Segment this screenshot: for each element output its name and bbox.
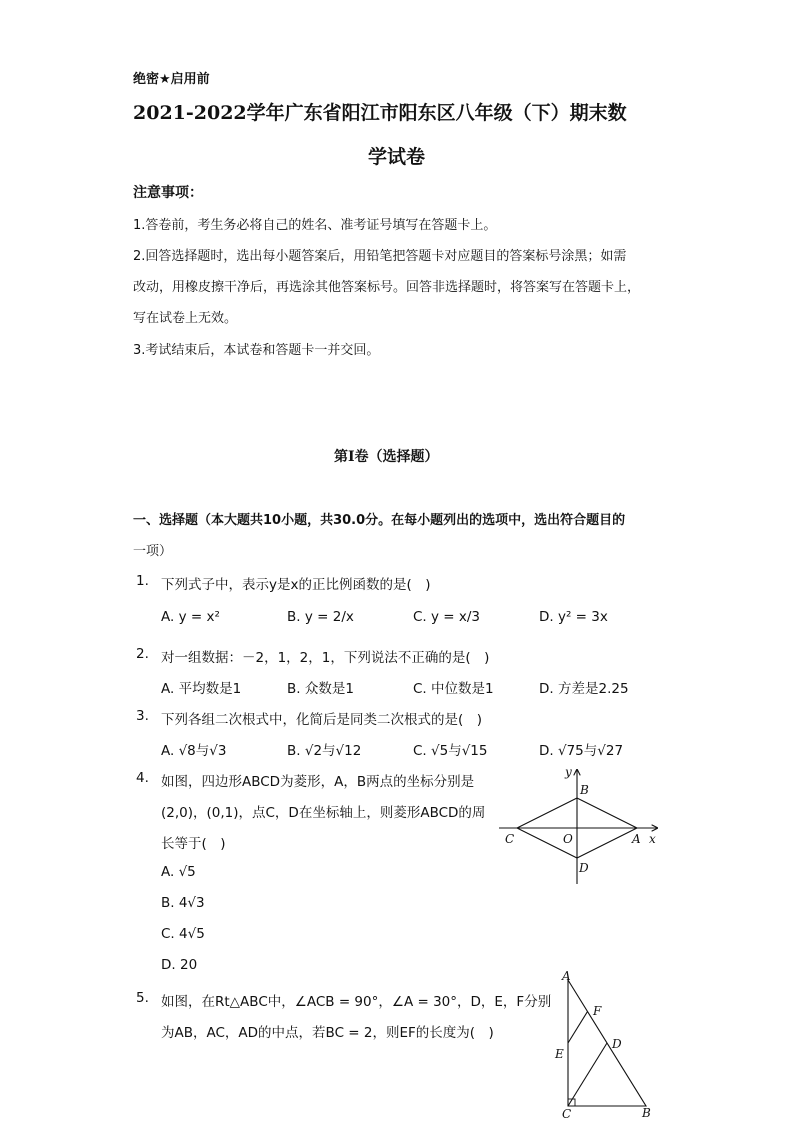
notice-item-2-line3: 写在试卷上无效。	[133, 311, 238, 326]
question-4-option-d: D. 20	[161, 957, 198, 973]
question-1-option-d: D. y² = 3x	[539, 609, 608, 625]
question-3-option-d: D. √75与√27	[539, 743, 624, 759]
notice-item-1: 1.答卷前，考生务必将自己的姓名、准考证号填写在答题卡上。	[133, 218, 497, 233]
question-4-stem-line2: (2,0)，(0,1)，点C，D在坐标轴上，则菱形ABCD的周	[161, 805, 486, 821]
volume-title: 第I卷（选择题）	[334, 449, 439, 465]
notice-heading: 注意事项：	[133, 185, 203, 201]
question-2-number: 2.	[136, 646, 149, 662]
label-y: y	[565, 765, 572, 779]
question-3-option-c: C. √5与√15	[413, 743, 488, 759]
label-o: O	[563, 832, 573, 846]
question-4-stem-line3: 长等于( )	[161, 836, 226, 852]
label-c: C	[505, 832, 515, 846]
question-4-option-c: C. 4√5	[161, 926, 205, 942]
page-title-line1: 2021-2022学年广东省阳江市阳东区八年级（下）期末数	[133, 102, 627, 124]
label-e: E	[555, 1047, 564, 1061]
label-d: D	[612, 1037, 622, 1051]
label-b: B	[580, 783, 589, 797]
question-1-option-c: C. y = x/3	[413, 609, 481, 625]
notice-item-3: 3.考试结束后，本试卷和答题卡一并交回。	[133, 343, 380, 358]
question-3-option-b: B. √2与√12	[287, 743, 362, 759]
question-2-option-b: B. 众数是1	[287, 681, 354, 697]
label-x: x	[649, 832, 656, 846]
question-5-figure	[550, 968, 662, 1120]
question-3-option-a: A. √8与√3	[161, 743, 227, 759]
page-title-line2: 学试卷	[368, 146, 426, 168]
part-title-line1: 一、选择题（本大题共10小题，共30.0分。在每小题列出的选项中，选出符合题目的	[133, 513, 626, 528]
question-5-stem-line1: 如图，在Rt△ABC中，∠ACB = 90°，∠A = 30°，D，E，F分别	[161, 994, 552, 1010]
question-2-option-a: A. 平均数是1	[161, 681, 242, 697]
question-4-number: 4.	[136, 770, 149, 786]
question-5-stem-line2: 为AB，AC，AD的中点，若BC = 2，则EF的长度为( )	[161, 1025, 494, 1041]
label-a: A	[632, 832, 641, 846]
notice-item-2-line1: 2.回答选择题时，选出每小题答案后，用铅笔把答题卡对应题目的答案标号涂黑；如需	[133, 249, 627, 264]
label-c: C	[562, 1107, 572, 1120]
segment-ef	[568, 1012, 588, 1044]
question-2-option-d: D. 方差是2.25	[539, 681, 629, 697]
question-3-number: 3.	[136, 708, 149, 724]
question-2-option-c: C. 中位数是1	[413, 681, 494, 697]
segment-cd	[568, 1043, 607, 1106]
question-4-option-a: A. √5	[161, 864, 196, 880]
question-2-stem: 对一组数据：－2，1，2，1，下列说法不正确的是( )	[161, 650, 490, 666]
question-1-option-a: A. y = x²	[161, 609, 220, 625]
question-4-option-b: B. 4√3	[161, 895, 205, 911]
notice-item-2-line2: 改动，用橡皮擦干净后，再选涂其他答案标号。回答非选择题时，将答案写在答题卡上，	[133, 280, 641, 295]
question-1-option-b: B. y = 2/x	[287, 609, 354, 625]
label-b: B	[642, 1106, 651, 1120]
question-5-number: 5.	[136, 990, 149, 1006]
question-1-stem: 下列式子中，表示y是x的正比例函数的是( )	[161, 577, 431, 593]
question-4-figure	[495, 762, 665, 890]
label-a: A	[562, 969, 571, 983]
question-4-stem-line1: 如图，四边形ABCD为菱形，A，B两点的坐标分别是	[161, 774, 475, 790]
secret-mark: 绝密★启用前	[133, 72, 210, 87]
part-title-line2: 一项）	[133, 544, 173, 559]
label-d: D	[579, 861, 589, 875]
label-f: F	[593, 1004, 602, 1018]
question-3-stem: 下列各组二次根式中，化简后是同类二次根式的是( )	[161, 712, 483, 728]
question-1-number: 1.	[136, 573, 149, 589]
